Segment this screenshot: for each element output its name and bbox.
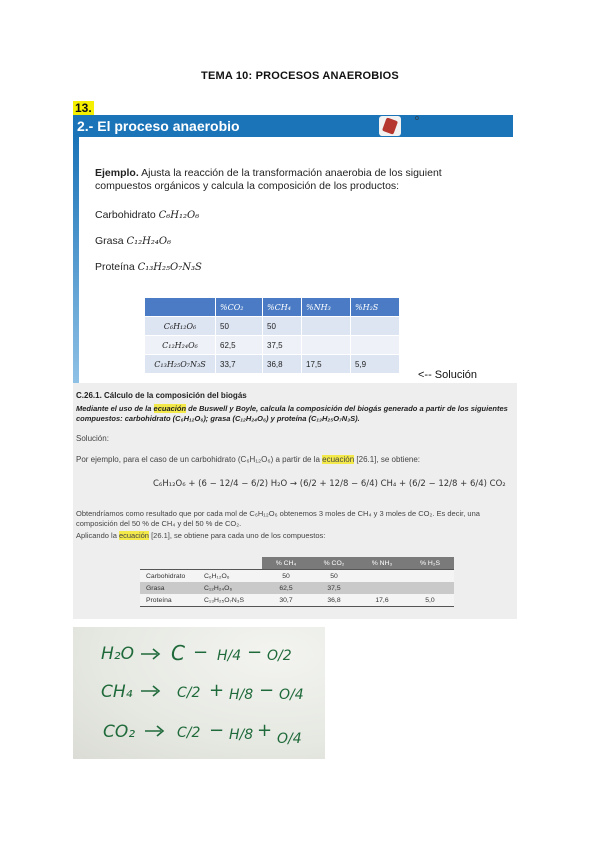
slide-side-bar [73, 137, 79, 383]
table-cell [358, 570, 406, 583]
table-cell: 50 [263, 317, 302, 336]
highlighted-term: ecuación [153, 404, 187, 413]
table-cell [302, 336, 351, 355]
hw-line1-op: − [193, 642, 209, 663]
hw-line1-term: C [171, 641, 185, 665]
table-header-cell: % NH₃ [358, 557, 406, 570]
table-header-cell: % H₂S [406, 557, 454, 570]
book-paragraph [76, 531, 514, 540]
hw-line1-frac: H/4 [217, 648, 242, 664]
table-header-cell [140, 557, 198, 570]
handwritten-notes-photo [73, 627, 325, 759]
table-cell: 37,5 [263, 336, 302, 355]
table-cell [358, 582, 406, 594]
task-text: de Buswell y Boyle, calcula la composición del biogás generado a partir de los siguientes compuestos: carbohidrato (C₆H₁₂O₆); grasa (C₁₂H₂₄O₆) y proteína (C₁₃H₂₅O₇N₃S). [76, 404, 508, 423]
table-header-cell [198, 557, 262, 570]
hw-line1-lhs: H₂O [101, 644, 134, 664]
slide-results-table [144, 297, 400, 374]
hw-arrow [141, 686, 159, 696]
paragraph-text: [26.1], se obtiene para cada uno de los compuestos: [148, 531, 326, 540]
hw-line2-frac: H/8 [229, 687, 254, 703]
solution-label: <-- Solución [418, 369, 478, 381]
table-cell: 5,0 [406, 594, 454, 607]
compound-name: Grasa [95, 235, 124, 247]
book-heading: C.26.1. Cálculo de la composición del biogás [76, 391, 247, 400]
hw-arrow [141, 649, 159, 659]
table-cell: C₆H₁₂O₆ [145, 317, 216, 336]
table-header-cell [145, 298, 216, 317]
compound-fat [95, 235, 171, 247]
book-solution-label: Solución: [76, 434, 109, 443]
table-cell [406, 570, 454, 583]
table-cell: 50 [310, 570, 358, 583]
slide-image [73, 115, 513, 383]
compound-formula: C₁₃H₂₅O₇N₃S [137, 262, 202, 273]
table-cell: C₁₃H₂₅O₇N₃S [145, 355, 216, 374]
book-results-table [140, 557, 454, 607]
table-cell: 62,5 [262, 582, 310, 594]
table-row [145, 355, 400, 374]
compound-carbohydrate [95, 209, 199, 221]
slide-example-text [95, 167, 495, 193]
hw-line3-frac: H/8 [229, 727, 254, 743]
book-task [76, 404, 514, 424]
hw-line3-lhs: CO₂ [103, 722, 136, 742]
hw-line3-frac: C/2 [177, 725, 201, 741]
document-title: TEMA 10: PROCESOS ANAEROBIOS [201, 70, 399, 82]
book-excerpt [73, 383, 517, 619]
slide-title: 2.- El proceso anaerobio [77, 118, 240, 134]
table-cell [351, 317, 400, 336]
university-logo-icon [379, 116, 401, 136]
table-row [140, 594, 454, 607]
table-cell: Proteína [140, 594, 198, 607]
compound-protein [95, 261, 202, 273]
table-cell: C₁₂H₂₄O₆ [145, 336, 216, 355]
compound-name: Proteína [95, 261, 135, 273]
task-text: Mediante el uso de la [76, 404, 154, 413]
hw-line3-op: + [257, 720, 273, 741]
compound-formula: C₁₂H₂₄O₆ [126, 236, 172, 247]
table-header-cell: %CH₄ [263, 298, 302, 317]
compound-formula: C₆H₁₂O₆ [158, 210, 200, 221]
hw-line1-frac: O/2 [267, 648, 292, 664]
hw-line2-frac: O/4 [279, 687, 304, 703]
hw-arrow [145, 726, 163, 736]
exercise-number: 13. [75, 101, 92, 115]
handwritten-formulas [73, 627, 325, 759]
table-cell: 17,6 [358, 594, 406, 607]
table-row [140, 570, 454, 583]
table-cell: 33,7 [216, 355, 263, 374]
paragraph-text: Por ejemplo, para el caso de un carbohidrato (C₆H₁₂O₆) a partir de la [76, 455, 323, 464]
table-cell: 50 [262, 570, 310, 583]
hw-line2-lhs: CH₄ [101, 682, 133, 702]
table-row [145, 317, 400, 336]
table-row [145, 336, 400, 355]
table-cell: 30,7 [262, 594, 310, 607]
example-label: Ejemplo. [95, 167, 139, 179]
paragraph-text: [26.1], se obtiene: [354, 455, 421, 464]
hw-line3-frac: O/4 [277, 731, 302, 747]
table-row [140, 582, 454, 594]
compound-name: Carbohidrato [95, 209, 156, 221]
table-cell [302, 317, 351, 336]
table-header-cell: % CH₄ [262, 557, 310, 570]
table-cell: C₆H₁₂O₆ [198, 570, 262, 583]
hw-line2-op: + [209, 680, 225, 701]
table-cell: C₁₂H₂₄O₆ [198, 582, 262, 594]
table-cell [351, 336, 400, 355]
table-cell: 5,9 [351, 355, 400, 374]
example-body: Ajusta la reacción de la transformación anaerobia de los siguient compuestos orgánicos y calcula la composición de los productos: [95, 167, 442, 192]
table-header-cell: %H₂S [351, 298, 400, 317]
table-header-cell: %NH₃ [302, 298, 351, 317]
table-cell: 17,5 [302, 355, 351, 374]
table-header-cell: %CO₂ [216, 298, 263, 317]
hw-line2-op: − [259, 680, 275, 701]
highlighted-term: ecuación [118, 531, 149, 540]
table-header-row [145, 298, 400, 317]
hw-line2-frac: C/2 [177, 685, 201, 701]
table-cell: 62,5 [216, 336, 263, 355]
book-equation: C₆H₁₂O₆ + (6 − 12/4 − 6/2) H₂O → (6/2 + 12/8 − 6/4) CH₄ + (6/2 − 12/8 + 6/4) CO₂ [153, 479, 506, 489]
table-cell: 36,8 [263, 355, 302, 374]
slide-corner-mark: o [415, 115, 419, 122]
hw-line3-op: − [209, 720, 225, 741]
table-cell: Carbohidrato [140, 570, 198, 583]
table-cell [406, 582, 454, 594]
book-paragraph [76, 455, 514, 464]
table-cell: Grasa [140, 582, 198, 594]
highlighted-term: ecuación [322, 455, 355, 464]
table-cell: C₁₃H₂₅O₇N₃S [198, 594, 262, 607]
table-cell: 50 [216, 317, 263, 336]
table-header-row [140, 557, 454, 570]
table-cell: 36,8 [310, 594, 358, 607]
hw-line1-op: − [247, 642, 263, 663]
table-header-cell: % CO₂ [310, 557, 358, 570]
paragraph-text: Aplicando la [76, 531, 119, 540]
table-cell: 37,5 [310, 582, 358, 594]
book-paragraph: Obtendríamos como resultado que por cada mol de C₆H₁₂O₆ obtenemos 3 moles de CH₄ y 3 moles de CO₂. Es decir, una composición del 50 % de CH₄ y del 50 % de CO₂. [76, 509, 480, 528]
